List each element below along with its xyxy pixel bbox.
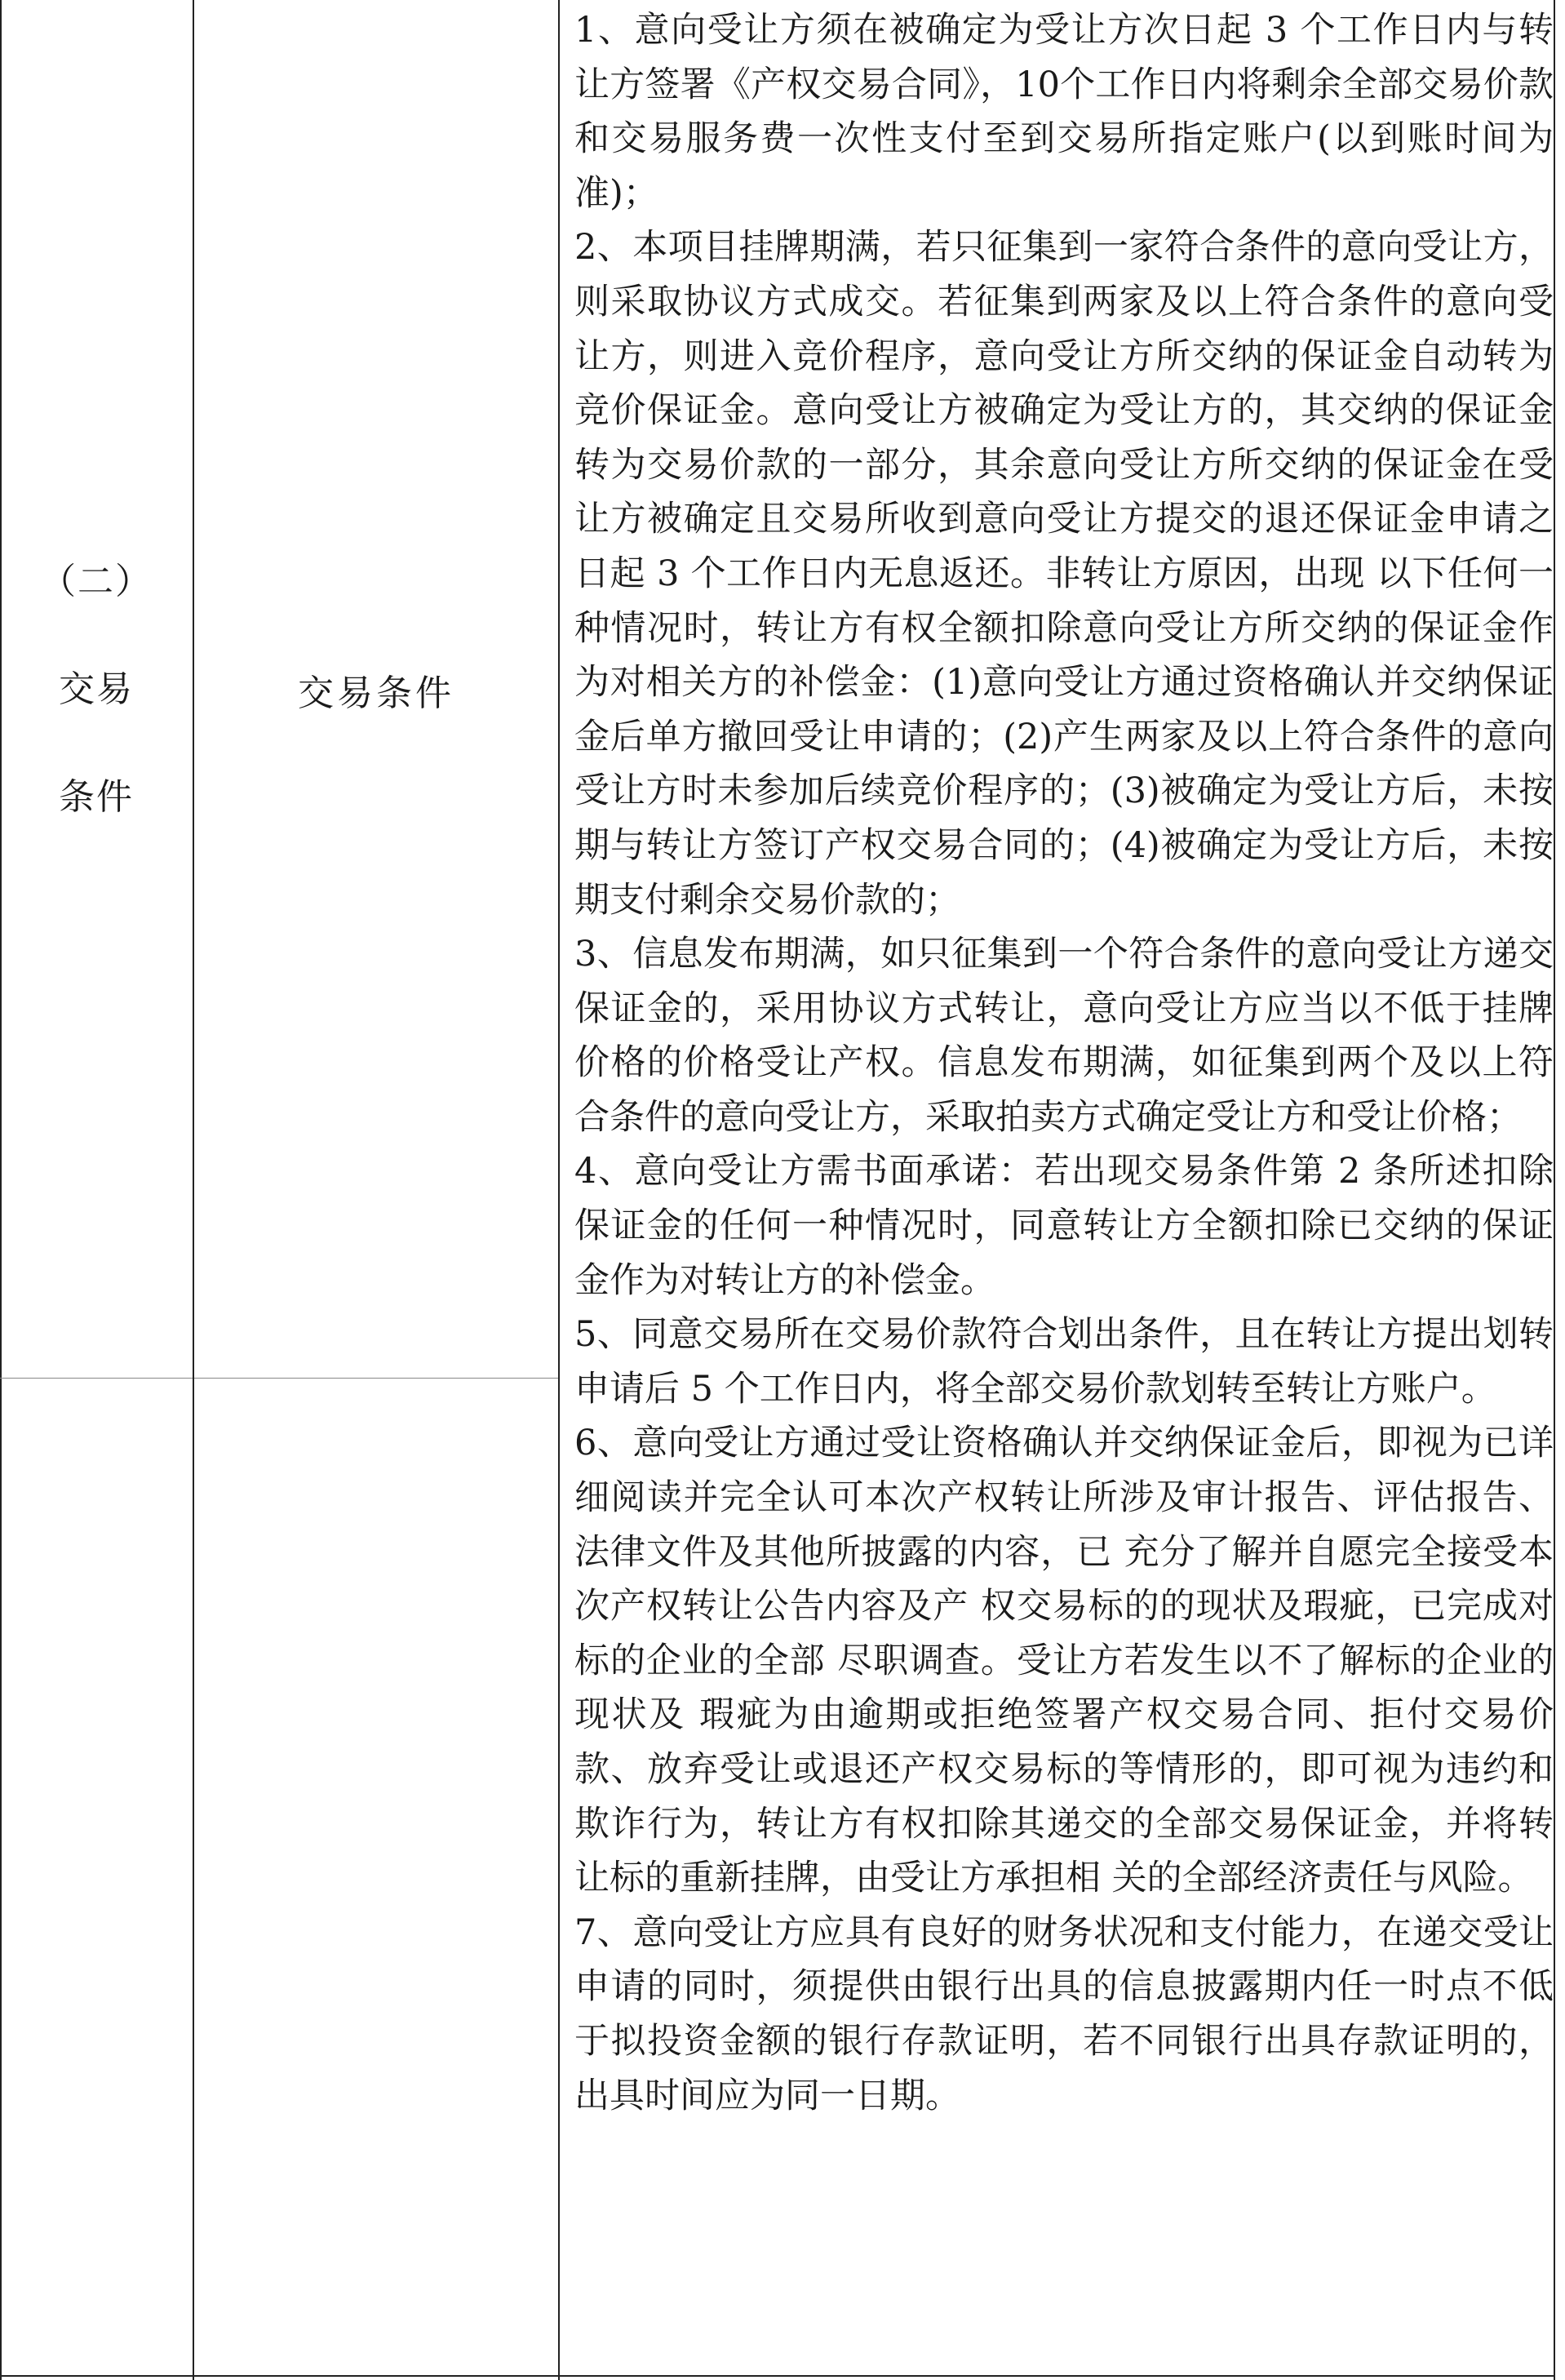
table-bottom-border	[0, 2375, 1555, 2377]
table-border-right	[1554, 0, 1555, 2380]
condition-item-7: 7、意向受让方应具有良好的财务状况和支付能力，在递交受让申请的同时，须提供由银行出具的信息披露期内任一时点不低于拟投资金额的银行存款证明，若不同银行出具存款证明的，出具时间应为同一日期。	[574, 1912, 1554, 2116]
condition-item-3: 3、信息发布期满，如只征集到一个符合条件的意向受让方递交保证金的，采用协议方式转让，意向受让方应当以不低于挂牌价格的价格受让产权。信息发布期满，如征集到两个及以上符合条件的意向受让方，采取拍卖方式确定受让方和受让价格；	[574, 934, 1554, 1138]
table-divider-2	[558, 0, 560, 2380]
condition-item-2: 2、本项目挂牌期满，若只征集到一家符合条件的意向受让方，则采取协议方式成交。若征集到两家及以上符合条件的意向受让方，则进入竞价程序，意向受让方所交纳的保证金自动转为竞价保证金。意向受让方被确定为受让方的，其交纳的保证金转为交易价款的一部分，其余意向受让方所交纳的保证金在受让方被确定且交易所收到意向受让方提交的退还保证金申请之日起 3 个工作日内无息返还。非转让方原因，出现 以下任何一种情况时，转让方有权全额扣除意向受让方所交纳的保证金作为对相关方的补偿金：(1)意向受让方通过资格确认并交纳保证金后单方撤回受让申请的；(2)产生两家及以上符合条件的意向受让方时未参加后续竞价程序的；(3)被确定为受让方后，未按期与转让方签订产权交易合同的；(4)被确定为受让方后，未按期支付剩余交易价款的；	[574, 227, 1554, 921]
section-cell	[0, 0, 193, 1379]
section-title-line1: 交易	[59, 668, 134, 710]
section-number: （二）	[40, 561, 153, 602]
condition-item-4: 4、意向受让方需书面承诺：若出现交易条件第 2 条所述扣除保证金的任何一种情况时，同意转让方全额扣除已交纳的保证金作为对转让方的补偿金。	[574, 1151, 1554, 1301]
condition-item-1: 1、意向受让方须在被确定为受让方次日起 3 个工作日内与转让方签署《产权交易合同》，10个工作日内将剩余全部交易价款和交易服务费一次性支付至到交易所指定账户(以到账时间为准)；	[574, 10, 1554, 214]
row-label-cell	[194, 0, 558, 1379]
condition-item-5: 5、同意交易所在交易价款符合划出条件，且在转让方提出划转申请后 5 个工作日内，将全部交易价款划转至转让方账户。	[574, 1314, 1554, 1410]
condition-item-6: 6、意向受让方通过受让资格确认并交纳保证金后，即视为已详细阅读并完全认可本次产权转让所涉及审计报告、评估报告、法律文件及其他所披露的内容，已 充分了解并自愿完全接受本次产权转让公告内容及产 权交易标的的现状及瑕疵，已完成对标的企业的全部 尽职调查。受让方若发生以不了解标的企业的现状及 瑕疵为由逾期或拒绝签署产权交易合同、拒付交易价款、放弃受让或退还产权交易标的等情形的，即可视为违约和欺诈行为，转让方有权扣除其递交的全部交易保证金，并将转让标的重新挂牌，由受让方承担相 关的全部经济责任与风险。	[574, 1423, 1554, 1899]
section-title	[40, 501, 153, 878]
row-label: 交易条件	[298, 673, 454, 714]
section-title-line2: 条件	[59, 776, 134, 818]
conditions-cell	[574, 3, 1554, 2123]
